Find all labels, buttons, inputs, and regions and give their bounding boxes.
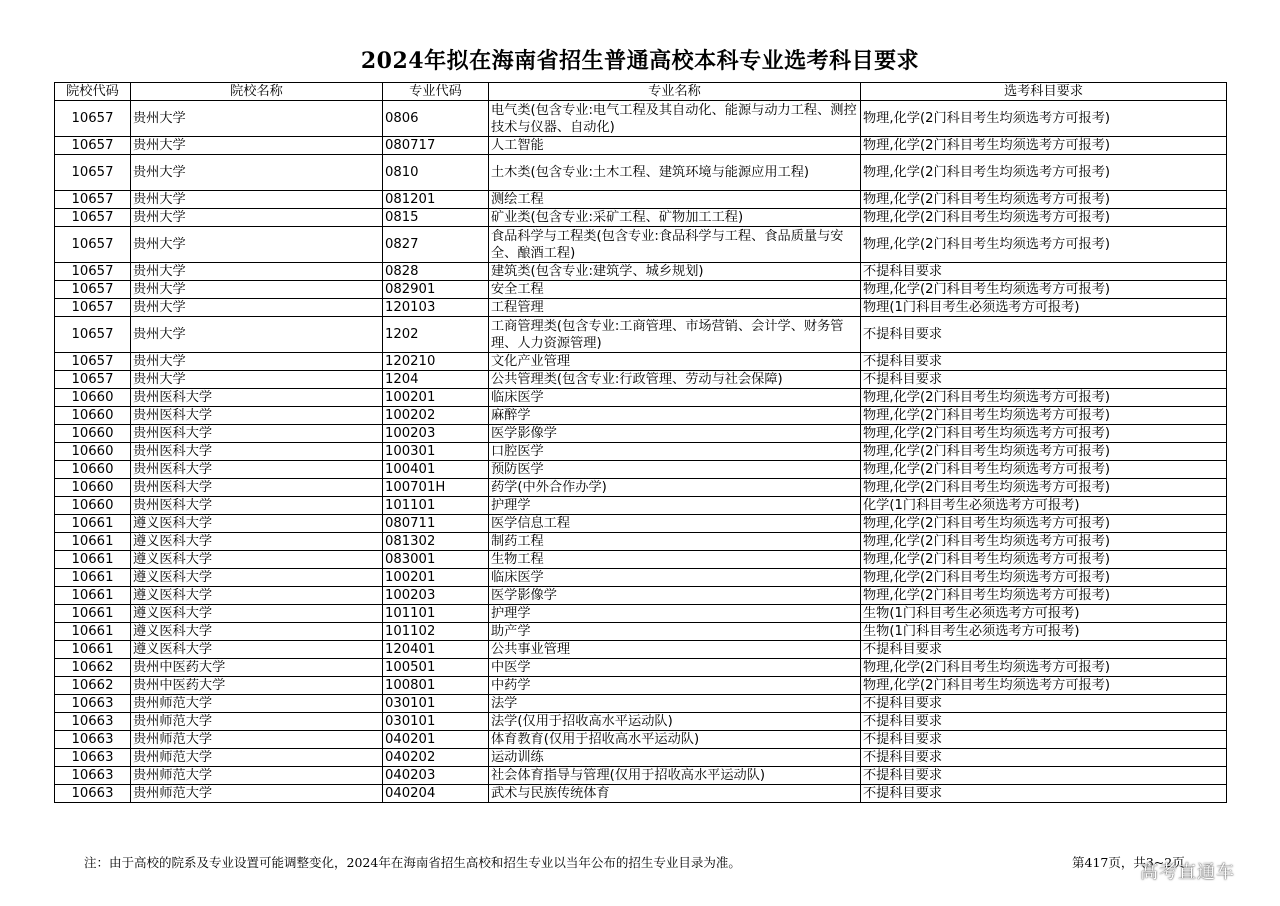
school-code-cell: 10661: [55, 515, 131, 533]
school-name-cell: 贵州大学: [131, 317, 383, 353]
subject-requirement-cell: 不提科目要求: [861, 641, 1227, 659]
table-row: [55, 317, 1227, 353]
school-code-cell: 10657: [55, 371, 131, 389]
school-name-cell: 贵州医科大学: [131, 497, 383, 515]
table-row: [55, 263, 1227, 281]
major-code-cell: 083001: [383, 551, 489, 569]
major-code-cell: 101101: [383, 605, 489, 623]
major-code-cell: 1204: [383, 371, 489, 389]
major-name-cell: 口腔医学: [489, 443, 861, 461]
subject-requirement-cell: 不提科目要求: [861, 317, 1227, 353]
school-name-cell: 贵州医科大学: [131, 443, 383, 461]
major-code-cell: 0810: [383, 155, 489, 191]
table-row: [55, 227, 1227, 263]
subject-requirement-cell: 生物(1门科目考生必须选考方可报考): [861, 605, 1227, 623]
school-code-cell: 10661: [55, 569, 131, 587]
school-code-cell: 10657: [55, 155, 131, 191]
major-code-cell: 0828: [383, 263, 489, 281]
requirements-table: [54, 82, 1227, 803]
table-row: [55, 155, 1227, 191]
major-name-cell: 护理学: [489, 497, 861, 515]
table-row: [55, 623, 1227, 641]
subject-requirement-cell: 不提科目要求: [861, 371, 1227, 389]
school-name-cell: 贵州大学: [131, 227, 383, 263]
col-header-major-code: 专业代码: [383, 83, 489, 101]
major-name-cell: 工商管理类(包含专业:工商管理、市场营销、会计学、财务管理、人力资源管理): [489, 317, 861, 353]
table-row: [55, 101, 1227, 137]
subject-requirement-cell: 不提科目要求: [861, 767, 1227, 785]
school-code-cell: 10660: [55, 479, 131, 497]
school-code-cell: 10657: [55, 209, 131, 227]
major-name-cell: 食品科学与工程类(包含专业:食品科学与工程、食品质量与安全、酿酒工程): [489, 227, 861, 263]
subject-requirement-cell: 物理,化学(2门科目考生均须选考方可报考): [861, 137, 1227, 155]
school-code-cell: 10660: [55, 443, 131, 461]
table-row: [55, 281, 1227, 299]
school-code-cell: 10657: [55, 101, 131, 137]
subject-requirement-cell: 物理(1门科目考生必须选考方可报考): [861, 299, 1227, 317]
table-row: [55, 713, 1227, 731]
school-code-cell: 10661: [55, 551, 131, 569]
major-name-cell: 生物工程: [489, 551, 861, 569]
school-code-cell: 10661: [55, 623, 131, 641]
subject-requirement-cell: 物理,化学(2门科目考生均须选考方可报考): [861, 209, 1227, 227]
subject-requirement-cell: 化学(1门科目考生必须选考方可报考): [861, 497, 1227, 515]
school-code-cell: 10657: [55, 191, 131, 209]
major-name-cell: 测绘工程: [489, 191, 861, 209]
major-name-cell: 医学影像学: [489, 425, 861, 443]
subject-requirement-cell: 物理,化学(2门科目考生均须选考方可报考): [861, 587, 1227, 605]
subject-requirement-cell: 物理,化学(2门科目考生均须选考方可报考): [861, 425, 1227, 443]
subject-requirement-cell: 物理,化学(2门科目考生均须选考方可报考): [861, 101, 1227, 137]
school-name-cell: 贵州医科大学: [131, 425, 383, 443]
major-code-cell: 100201: [383, 389, 489, 407]
subject-requirement-cell: 不提科目要求: [861, 785, 1227, 803]
subject-requirement-cell: 不提科目要求: [861, 749, 1227, 767]
school-name-cell: 贵州大学: [131, 263, 383, 281]
table-row: [55, 137, 1227, 155]
table-row: [55, 353, 1227, 371]
subject-requirement-cell: 物理,化学(2门科目考生均须选考方可报考): [861, 191, 1227, 209]
school-name-cell: 贵州中医药大学: [131, 677, 383, 695]
school-name-cell: 贵州医科大学: [131, 461, 383, 479]
major-name-cell: 社会体育指导与管理(仅用于招收高水平运动队): [489, 767, 861, 785]
school-code-cell: 10663: [55, 767, 131, 785]
major-code-cell: 0827: [383, 227, 489, 263]
school-name-cell: 贵州大学: [131, 299, 383, 317]
table-row: [55, 641, 1227, 659]
school-code-cell: 10657: [55, 353, 131, 371]
school-code-cell: 10660: [55, 407, 131, 425]
major-name-cell: 预防医学: [489, 461, 861, 479]
subject-requirement-cell: 物理,化学(2门科目考生均须选考方可报考): [861, 515, 1227, 533]
table-row: [55, 479, 1227, 497]
school-name-cell: 贵州师范大学: [131, 731, 383, 749]
major-code-cell: 081201: [383, 191, 489, 209]
school-name-cell: 贵州大学: [131, 155, 383, 191]
major-name-cell: 护理学: [489, 605, 861, 623]
subject-requirement-cell: 物理,化学(2门科目考生均须选考方可报考): [861, 281, 1227, 299]
page-title: 2024年拟在海南省招生普通高校本科专业选考科目要求: [360, 48, 920, 74]
subject-requirement-cell: 物理,化学(2门科目考生均须选考方可报考): [861, 479, 1227, 497]
school-code-cell: 10657: [55, 281, 131, 299]
major-code-cell: 120401: [383, 641, 489, 659]
major-code-cell: 040202: [383, 749, 489, 767]
table-row: [55, 785, 1227, 803]
school-code-cell: 10660: [55, 461, 131, 479]
table-row: [55, 191, 1227, 209]
page-number: 第417页，共3~2页: [1072, 855, 1185, 870]
school-name-cell: 贵州医科大学: [131, 407, 383, 425]
table-row: [55, 659, 1227, 677]
table-row: [55, 425, 1227, 443]
school-name-cell: 贵州师范大学: [131, 713, 383, 731]
school-name-cell: 贵州师范大学: [131, 695, 383, 713]
subject-requirement-cell: 物理,化学(2门科目考生均须选考方可报考): [861, 443, 1227, 461]
major-name-cell: 法学: [489, 695, 861, 713]
major-name-cell: 安全工程: [489, 281, 861, 299]
school-code-cell: 10663: [55, 713, 131, 731]
school-code-cell: 10663: [55, 695, 131, 713]
major-code-cell: 101102: [383, 623, 489, 641]
school-code-cell: 10663: [55, 785, 131, 803]
major-name-cell: 助产学: [489, 623, 861, 641]
school-name-cell: 贵州大学: [131, 371, 383, 389]
school-name-cell: 贵州师范大学: [131, 785, 383, 803]
school-name-cell: 贵州大学: [131, 281, 383, 299]
school-name-cell: 遵义医科大学: [131, 623, 383, 641]
school-code-cell: 10657: [55, 317, 131, 353]
major-name-cell: 电气类(包含专业:电气工程及其自动化、能源与动力工程、测控技术与仪器、自动化): [489, 101, 861, 137]
major-code-cell: 100301: [383, 443, 489, 461]
school-code-cell: 10661: [55, 641, 131, 659]
table-row: [55, 209, 1227, 227]
major-code-cell: 100501: [383, 659, 489, 677]
school-name-cell: 贵州师范大学: [131, 749, 383, 767]
major-name-cell: 医学信息工程: [489, 515, 861, 533]
school-name-cell: 贵州医科大学: [131, 389, 383, 407]
major-code-cell: 081302: [383, 533, 489, 551]
major-name-cell: 工程管理: [489, 299, 861, 317]
table-row: [55, 461, 1227, 479]
col-header-subject-requirement: 选考科目要求: [861, 83, 1227, 101]
table-row: [55, 389, 1227, 407]
table-row: [55, 443, 1227, 461]
major-name-cell: 临床医学: [489, 569, 861, 587]
subject-requirement-cell: 生物(1门科目考生必须选考方可报考): [861, 623, 1227, 641]
major-code-cell: 100801: [383, 677, 489, 695]
subject-requirement-cell: 物理,化学(2门科目考生均须选考方可报考): [861, 389, 1227, 407]
school-code-cell: 10660: [55, 497, 131, 515]
major-name-cell: 麻醉学: [489, 407, 861, 425]
major-name-cell: 制药工程: [489, 533, 861, 551]
major-code-cell: 080717: [383, 137, 489, 155]
table-row: [55, 551, 1227, 569]
col-header-school-name: 院校名称: [131, 83, 383, 101]
major-code-cell: 100701H: [383, 479, 489, 497]
school-name-cell: 遵义医科大学: [131, 605, 383, 623]
table-row: [55, 605, 1227, 623]
subject-requirement-cell: 物理,化学(2门科目考生均须选考方可报考): [861, 407, 1227, 425]
subject-requirement-cell: 不提科目要求: [861, 353, 1227, 371]
table-row: [55, 569, 1227, 587]
major-name-cell: 药学(中外合作办学): [489, 479, 861, 497]
school-name-cell: 贵州中医药大学: [131, 659, 383, 677]
major-code-cell: 030101: [383, 695, 489, 713]
major-name-cell: 公共管理类(包含专业:行政管理、劳动与社会保障): [489, 371, 861, 389]
major-code-cell: 0806: [383, 101, 489, 137]
table-header: [55, 83, 1227, 101]
major-code-cell: 101101: [383, 497, 489, 515]
major-code-cell: 0815: [383, 209, 489, 227]
major-code-cell: 082901: [383, 281, 489, 299]
subject-requirement-cell: 物理,化学(2门科目考生均须选考方可报考): [861, 155, 1227, 191]
table-row: [55, 515, 1227, 533]
major-name-cell: 矿业类(包含专业:采矿工程、矿物加工工程): [489, 209, 861, 227]
major-name-cell: 文化产业管理: [489, 353, 861, 371]
major-code-cell: 100203: [383, 425, 489, 443]
school-name-cell: 贵州大学: [131, 101, 383, 137]
table-row: [55, 371, 1227, 389]
footnote: 注：由于高校的院系及专业设置可能调整变化，2024年在海南省招生高校和招生专业以当年公布的招生专业目录为准。: [84, 855, 741, 870]
major-code-cell: 100401: [383, 461, 489, 479]
major-name-cell: 武术与民族传统体育: [489, 785, 861, 803]
major-code-cell: 1202: [383, 317, 489, 353]
school-code-cell: 10661: [55, 587, 131, 605]
subject-requirement-cell: 不提科目要求: [861, 713, 1227, 731]
col-header-major-name: 专业名称: [489, 83, 861, 101]
table-body: [55, 101, 1227, 803]
major-code-cell: 080711: [383, 515, 489, 533]
school-name-cell: 遵义医科大学: [131, 533, 383, 551]
major-name-cell: 运动训练: [489, 749, 861, 767]
school-code-cell: 10663: [55, 731, 131, 749]
subject-requirement-cell: 物理,化学(2门科目考生均须选考方可报考): [861, 461, 1227, 479]
table-row: [55, 731, 1227, 749]
school-name-cell: 遵义医科大学: [131, 515, 383, 533]
major-name-cell: 人工智能: [489, 137, 861, 155]
major-name-cell: 体育教育(仅用于招收高水平运动队): [489, 731, 861, 749]
school-code-cell: 10657: [55, 227, 131, 263]
major-code-cell: 030101: [383, 713, 489, 731]
major-code-cell: 120103: [383, 299, 489, 317]
col-header-school-code: 院校代码: [55, 83, 131, 101]
major-name-cell: 公共事业管理: [489, 641, 861, 659]
major-name-cell: 中医学: [489, 659, 861, 677]
subject-requirement-cell: 物理,化学(2门科目考生均须选考方可报考): [861, 659, 1227, 677]
table-row: [55, 533, 1227, 551]
school-name-cell: 遵义医科大学: [131, 641, 383, 659]
school-code-cell: 10657: [55, 137, 131, 155]
table-row: [55, 299, 1227, 317]
school-name-cell: 贵州大学: [131, 137, 383, 155]
major-name-cell: 法学(仅用于招收高水平运动队): [489, 713, 861, 731]
subject-requirement-cell: 物理,化学(2门科目考生均须选考方可报考): [861, 551, 1227, 569]
table-row: [55, 407, 1227, 425]
major-code-cell: 100203: [383, 587, 489, 605]
table-row: [55, 767, 1227, 785]
school-name-cell: 遵义医科大学: [131, 551, 383, 569]
subject-requirement-cell: 物理,化学(2门科目考生均须选考方可报考): [861, 569, 1227, 587]
school-code-cell: 10657: [55, 263, 131, 281]
table-row: [55, 677, 1227, 695]
school-code-cell: 10662: [55, 659, 131, 677]
school-name-cell: 贵州大学: [131, 209, 383, 227]
table-row: [55, 695, 1227, 713]
subject-requirement-cell: 不提科目要求: [861, 263, 1227, 281]
major-name-cell: 土木类(包含专业:土木工程、建筑环境与能源应用工程): [489, 155, 861, 191]
subject-requirement-cell: 物理,化学(2门科目考生均须选考方可报考): [861, 677, 1227, 695]
major-code-cell: 100202: [383, 407, 489, 425]
school-code-cell: 10661: [55, 605, 131, 623]
subject-requirement-cell: 不提科目要求: [861, 695, 1227, 713]
school-code-cell: 10660: [55, 425, 131, 443]
major-name-cell: 临床医学: [489, 389, 861, 407]
school-code-cell: 10662: [55, 677, 131, 695]
table-row: [55, 749, 1227, 767]
school-code-cell: 10663: [55, 749, 131, 767]
major-code-cell: 100201: [383, 569, 489, 587]
subject-requirement-cell: 物理,化学(2门科目考生均须选考方可报考): [861, 227, 1227, 263]
school-name-cell: 贵州大学: [131, 353, 383, 371]
school-code-cell: 10661: [55, 533, 131, 551]
school-name-cell: 贵州医科大学: [131, 479, 383, 497]
major-name-cell: 中药学: [489, 677, 861, 695]
major-code-cell: 040204: [383, 785, 489, 803]
major-name-cell: 建筑类(包含专业:建筑学、城乡规划): [489, 263, 861, 281]
school-code-cell: 10657: [55, 299, 131, 317]
table-row: [55, 587, 1227, 605]
subject-requirement-cell: 不提科目要求: [861, 731, 1227, 749]
major-code-cell: 120210: [383, 353, 489, 371]
table-row: [55, 497, 1227, 515]
subject-requirement-cell: 物理,化学(2门科目考生均须选考方可报考): [861, 533, 1227, 551]
school-code-cell: 10660: [55, 389, 131, 407]
watermark: 高考直通车: [1140, 862, 1235, 883]
school-name-cell: 遵义医科大学: [131, 587, 383, 605]
major-name-cell: 医学影像学: [489, 587, 861, 605]
school-name-cell: 遵义医科大学: [131, 569, 383, 587]
school-name-cell: 贵州师范大学: [131, 767, 383, 785]
major-code-cell: 040201: [383, 731, 489, 749]
major-code-cell: 040203: [383, 767, 489, 785]
school-name-cell: 贵州大学: [131, 191, 383, 209]
